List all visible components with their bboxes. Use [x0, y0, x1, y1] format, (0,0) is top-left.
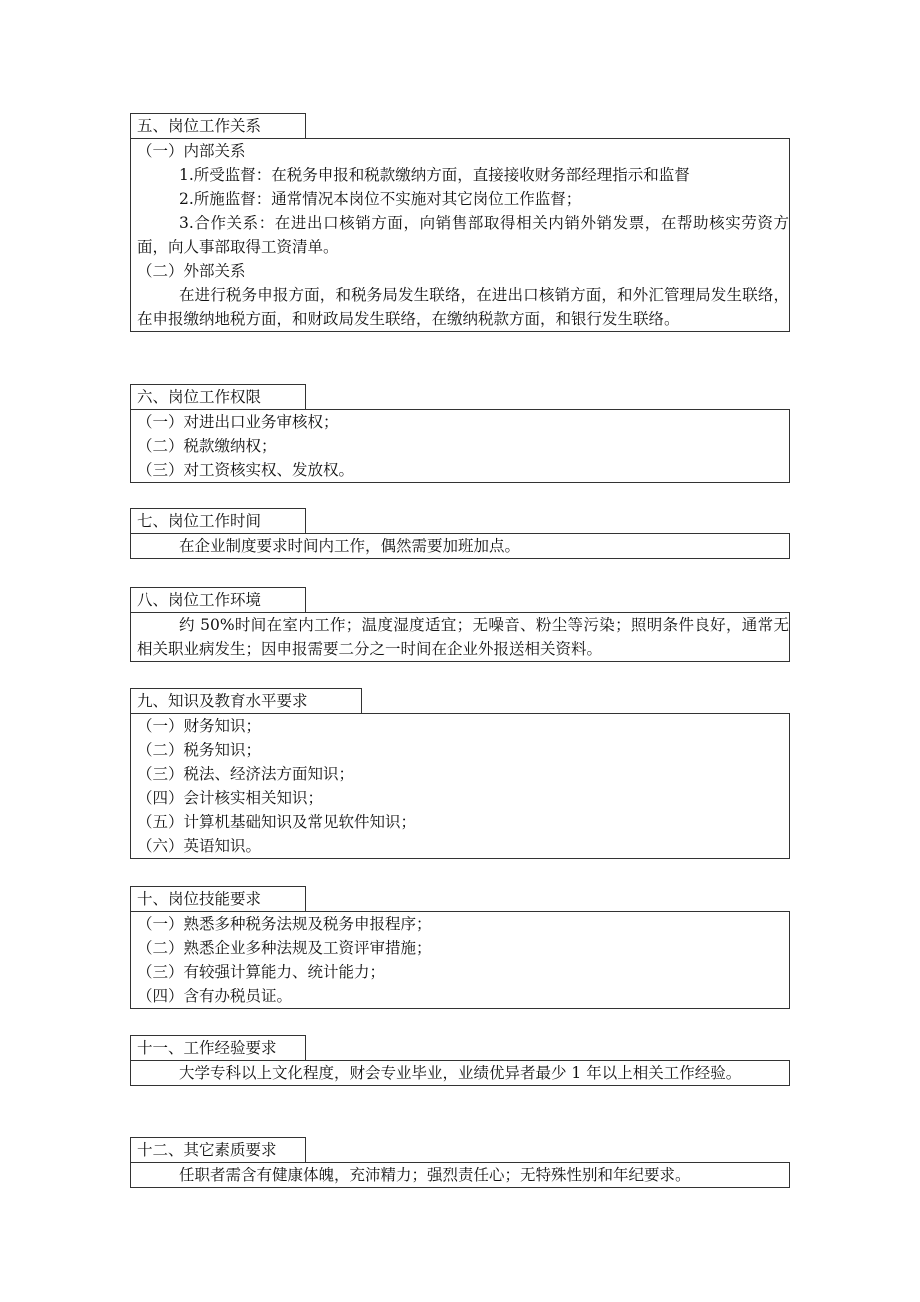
section-skills	[130, 886, 790, 1009]
list-item: （六）英语知识。	[137, 837, 262, 855]
section-body	[130, 612, 790, 662]
section-body	[130, 1162, 790, 1188]
section-body	[130, 409, 790, 483]
list-item: （二）税务知识；	[137, 741, 262, 759]
list-item: （一）财务知识；	[137, 717, 262, 735]
section-title: 九、知识及教育水平要求	[130, 688, 362, 713]
section-title: 六、岗位工作权限	[130, 384, 306, 409]
subheading-external: （二）外部关系	[137, 262, 246, 280]
list-item: （二）熟悉企业多种法规及工资评审措施；	[137, 939, 432, 957]
list-item: （五）计算机基础知识及常见软件知识；	[137, 813, 417, 831]
section-title: 十一、工作经验要求	[130, 1035, 306, 1060]
item-supervising: 2.所施监督：通常情况本岗位不实施对其它岗位工作监督；	[179, 190, 582, 208]
list-item: （三）有较强计算能力、统计能力；	[137, 963, 386, 981]
list-item: （二）税款缴纳权；	[137, 437, 277, 455]
section-other-qualities	[130, 1137, 790, 1188]
section-body	[130, 713, 790, 859]
subheading-internal: （一）内部关系	[137, 142, 246, 160]
other-qualities-text: 任职者需含有健康体魄，充沛精力；强烈责任心；无特殊性别和年纪要求。	[179, 1166, 691, 1184]
section-title: 七、岗位工作时间	[130, 508, 306, 533]
section-title: 十二、其它素质要求	[130, 1137, 306, 1162]
work-time-text: 在企业制度要求时间内工作，偶然需要加班加点。	[179, 537, 521, 555]
section-title: 五、岗位工作关系	[130, 113, 306, 138]
section-body	[130, 138, 790, 332]
list-item: （一）对进出口业务审核权；	[137, 413, 339, 431]
environment-text: 约 50%时间在室内工作；温度湿度适宜；无噪音、粉尘等污染；照明条件良好，通常无相关职业病发生；因申报需要二分之一时间在企业外报送相关资料。	[137, 616, 789, 658]
external-relations-text: 在进行税务申报方面，和税务局发生联络，在进出口核销方面，和外汇管理局发生联络，在申报缴纳地税方面，和财政局发生联络，在缴纳税款方面，和银行发生联络。	[137, 286, 789, 328]
item-supervised: 1.所受监督：在税务申报和税款缴纳方面，直接接收财务部经理指示和监督	[179, 166, 690, 184]
section-body	[130, 533, 790, 559]
section-knowledge	[130, 688, 790, 859]
section-environment	[130, 587, 790, 662]
item-cooperation: 3.合作关系：在进出口核销方面，向销售部取得相关内销外销发票，在帮助核实劳资方面，向人事部取得工资清单。	[137, 214, 789, 256]
list-item: （四）含有办税员证。	[137, 987, 293, 1005]
list-item: （三）对工资核实权、发放权。	[137, 461, 355, 479]
section-title: 十、岗位技能要求	[130, 886, 306, 911]
section-work-time	[130, 508, 790, 559]
section-body	[130, 1060, 790, 1086]
section-authority	[130, 384, 790, 483]
list-item: （三）税法、经济法方面知识；	[137, 765, 355, 783]
section-experience	[130, 1035, 790, 1086]
list-item: （一）熟悉多种税务法规及税务申报程序；	[137, 915, 432, 933]
section-body	[130, 911, 790, 1009]
section-work-relations	[130, 113, 790, 332]
list-item: （四）会计核实相关知识；	[137, 789, 324, 807]
section-title: 八、岗位工作环境	[130, 587, 306, 612]
experience-text: 大学专科以上文化程度，财会专业毕业，业绩优异者最少 1 年以上相关工作经验。	[179, 1064, 742, 1082]
